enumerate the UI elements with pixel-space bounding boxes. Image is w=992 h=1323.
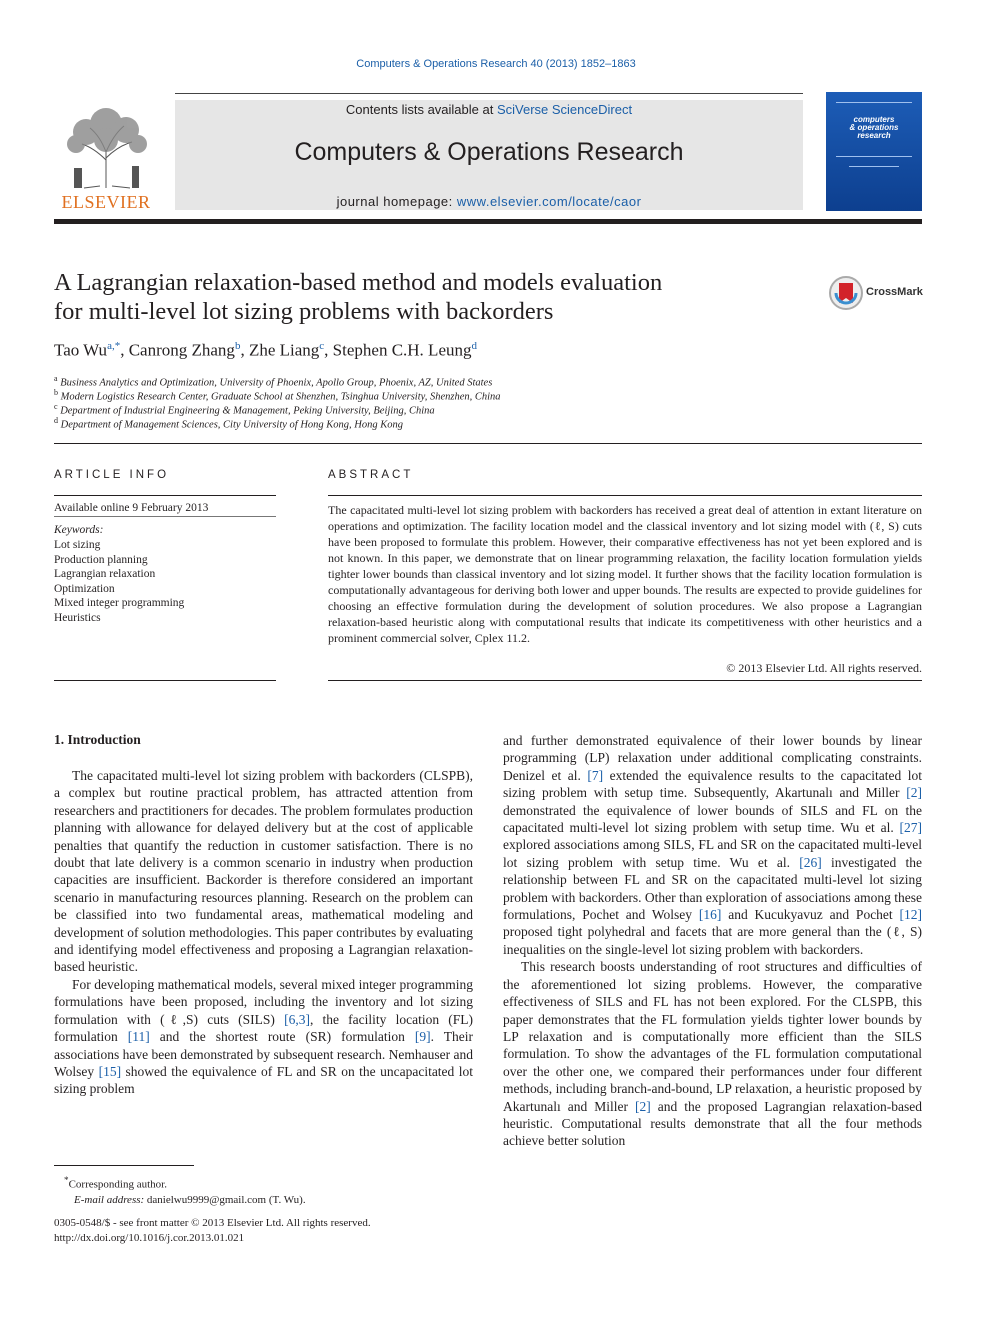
affil-text: Modern Logistics Research Center, Graduate School at Shenzhen, Tsinghua University, Shenzhen, China — [60, 391, 501, 403]
citation-link[interactable]: [15] — [98, 1063, 122, 1079]
crossmark-icon — [828, 275, 864, 311]
citation-link[interactable]: [6,3] — [284, 1011, 310, 1027]
journal-cover-image — [826, 92, 922, 211]
email-label: E-mail address: — [74, 1193, 145, 1206]
sciencedirect-link[interactable]: SciVerse ScienceDirect — [496, 102, 633, 117]
copyright-line: © 2013 Elsevier Ltd. All rights reserved. — [726, 661, 922, 675]
citation-link[interactable]: [16] — [698, 907, 722, 923]
header-thick-rule — [54, 219, 922, 224]
available-online: Available online 9 February 2013 — [54, 502, 209, 514]
article-info-rule — [54, 516, 276, 517]
cover-title-line: & operations — [849, 123, 899, 132]
crossmark-badge[interactable] — [828, 275, 928, 311]
author-affil-mark[interactable]: a,* — [107, 340, 121, 352]
homepage-prefix: journal homepage: — [336, 194, 457, 209]
cover-title-line: computers — [853, 115, 895, 124]
keyword: Optimization — [54, 582, 115, 595]
affil-mark: a — [54, 374, 58, 383]
left-column — [54, 767, 473, 1098]
bottom-notes — [54, 1216, 494, 1246]
citation-link[interactable]: [12] — [899, 907, 923, 923]
article-info-heading: ARTICLE INFO — [54, 469, 170, 481]
title-line-1: A Lagrangian relaxation-based method and models evaluation — [54, 269, 663, 296]
text-run: explored associations among SILS, FL and SR on the capacitated multi-level lot sizing problem with setup time. Wu et al. — [503, 837, 922, 870]
text-run: . Their associations have been demonstrated by subsequent research. Nemhauser and Wolsey — [54, 1029, 473, 1079]
footnote — [54, 1173, 474, 1208]
affil-text: Business Analytics and Optimization, University of Phoenix, Apollo Group, Phoenix, AZ, United States — [60, 377, 493, 389]
keyword: Mixed integer programming — [54, 597, 185, 609]
author-list — [54, 340, 814, 361]
affil-text: Department of Industrial Engineering & Management, Peking University, Beijing, China — [60, 405, 435, 417]
author-name: Zhe Liang — [248, 340, 320, 360]
cover-strip — [836, 102, 912, 103]
citation-link[interactable]: [9] — [414, 1029, 431, 1045]
text-run: demonstrated the equivalence of lower bounds of SILS and FL on the capacitated multi-level lot sizing problem with setup time. Wu et al. — [503, 802, 922, 836]
text-run: and the proposed Lagrangian relaxation-based heuristic. Computational results demonstrate that all the four methods achieve better solution — [503, 1098, 922, 1149]
corresponding-note: *Corresponding author. — [64, 1175, 167, 1191]
text-run: , the facility location (FL) formulation — [54, 1011, 473, 1045]
author-affil-mark[interactable]: c — [319, 340, 325, 352]
homepage-line — [175, 194, 803, 209]
author-separator: , — [120, 340, 129, 360]
corresponding-text: Corresponding author. — [68, 1178, 167, 1191]
paragraph: The capacitated multi-level lot sizing problem with backorders (CLSPB), a complex but routine practical problem, has attracted attention from researchers and practitioners for decades. The problem formulates production planning with allowance for delayed delivery but at the cost of applicable penalties that quantify the reduction in customer satisfaction. There is no doubt that late delivery is a common scenario in industry when production capacities are insufficient. Backorder is therefore considered an important scenario in manufacturing resources planning. Research on the problem can be classified into two fundamental areas, mathematical modeling and development of solution methodologies. This paper contributes by evaluating and identifying model effectiveness and proposing a Lagrangian relaxation-based heuristic. — [54, 768, 473, 975]
citation-link[interactable]: [27] — [899, 820, 922, 836]
section-heading-introduction: 1. Introduction — [54, 732, 141, 747]
affiliation-rule — [54, 443, 922, 444]
paragraph — [503, 958, 922, 1149]
keyword: Lot sizing — [54, 539, 101, 551]
contents-prefix: Contents lists available at — [345, 102, 497, 117]
keyword: Production planning — [54, 553, 148, 566]
abstract-heading: ABSTRACT — [328, 469, 414, 481]
article-info-rule — [54, 495, 276, 496]
email-note — [54, 1193, 474, 1208]
text-run: For developing mathematical models, several mixed integer programming formulations have been proposed, including the inventory and lot sizing formulation with (ℓ,S) cuts (SILS) — [54, 976, 473, 1027]
keyword: Lagrangian relaxation — [54, 568, 156, 580]
email-suffix: (T. Wu). — [266, 1193, 306, 1206]
affil-mark: d — [54, 416, 58, 425]
citation-link[interactable]: [11] — [127, 1029, 150, 1045]
author-affil-mark[interactable]: d — [471, 340, 477, 352]
journal-title: Computers & Operations Research — [294, 138, 684, 166]
citation-link[interactable]: [2] — [906, 785, 922, 801]
email-link[interactable]: danielwu9999@gmail.com — [146, 1193, 267, 1206]
cover-strip — [849, 166, 899, 167]
author-name: Canrong Zhang — [128, 340, 235, 360]
keyword: Heuristics — [54, 611, 101, 624]
author-name: Tao Wu — [54, 340, 108, 360]
affiliation — [54, 414, 754, 433]
right-column — [503, 732, 922, 1150]
author-separator: , — [324, 340, 333, 360]
cover-title-line: research — [857, 131, 891, 140]
affil-text: Department of Management Sciences, City University of Hong Kong, Hong Kong — [60, 419, 403, 431]
elsevier-wordmark: ELSEVIER — [61, 192, 151, 212]
abstract-rule — [328, 495, 922, 496]
journal-reference[interactable]: Computers & Operations Research 40 (2013) 1852–1863 — [356, 58, 636, 70]
doi-link[interactable]: http://dx.doi.org/10.1016/j.cor.2013.01.021 — [54, 1232, 245, 1244]
contents-line — [175, 102, 803, 117]
affil-mark: b — [54, 388, 58, 397]
title-line-2: for multi-level lot sizing problems with backorders — [54, 298, 554, 325]
keyword-list — [54, 538, 184, 625]
affil-mark: c — [54, 402, 58, 411]
author-name: Stephen C.H. Leung — [332, 340, 472, 360]
text-run: showed the equivalence of FL and SR on the uncapacitated lot sizing problem — [54, 1063, 473, 1097]
text-run: This research boosts understanding of root structures and difficulties of the aforementioned lot sizing problems. However, the comparative effectiveness of SILS and FL has not been explored. For the CLSPB, this paper demonstrates that the FL formulation yields tighter lower bounds by LP relaxation and is computationally more efficient than the SILS formulation. To show the advantages of the FL formulation computational over the other one, we compared their performances under four different methods, including branch-and-bound, LP relaxation, a heuristic proposed by Akartunalı and Miller — [503, 959, 922, 1114]
text-run: and further demonstrated equivalence of their lower bounds by linear programming (LP) relaxation under additional complicating constraints. Denizel et al. — [503, 733, 922, 783]
text-run: proposed tight polyhedral and facets that are more general than the (ℓ, S) inequalities on the single-level lot sizing problem with backorders. — [503, 924, 922, 957]
homepage-link[interactable]: www.elsevier.com/locate/caor — [456, 194, 642, 209]
citation-link[interactable]: [26] — [799, 854, 822, 870]
paper-title — [54, 268, 774, 326]
paragraph — [503, 732, 922, 958]
text-run: investigated the relationship between FL and SR on the capacitated multi-level lot sizing problem with backorders. Other than exploration of associations among these formulations, Pochet and Wolsey — [503, 854, 922, 923]
issn-line: 0305-0548/$ - see front matter © 2013 Elsevier Ltd. All rights reserved. — [54, 1217, 371, 1229]
paragraph — [54, 976, 473, 1098]
article-info-bottom-rule — [54, 680, 276, 681]
citation-link[interactable]: [7] — [587, 767, 604, 783]
cover-title — [826, 116, 922, 140]
footnote-rule — [54, 1165, 194, 1166]
cover-strip — [836, 156, 912, 157]
abstract-text: The capacitated multi-level lot sizing problem with backorders has received a great deal of attention in extant literature on operations and optimization. The facility location model and the classical inventory and lot sizing model with (ℓ, S) cuts have been proposed to formulate this problem. However, their comparative effectiveness has not yet been explored and is not known. In this paper, we demonstrate that on linear programming relaxation, the facility location formulation yields tighter lower bounds than classical inventory and lot sizing model. It further shows that the facility location formulation is computationally advantageous for deriving both lower and upper bounds. The results are expected to provide guidelines for choosing an effective formulation during the development of solution procedures. We also propose a Lagrangian relaxation-based heuristic along with computational results that indicate its competitiveness with other heuristics and a prominent commercial solver, Cplex 11.2. — [328, 503, 922, 645]
text-run: extended the equivalence results to the capacitated lot sizing problem with setup time. Subsequently, Akartunalı and Miller — [503, 767, 922, 801]
keywords-label: Keywords: — [54, 524, 104, 536]
abstract-bottom-rule — [328, 680, 922, 681]
header-top-rule — [175, 93, 803, 94]
author-affil-mark[interactable]: b — [234, 340, 241, 352]
citation-link[interactable]: [2] — [635, 1098, 651, 1114]
crossmark-label: CrossMark — [866, 286, 923, 298]
author-separator: , — [240, 340, 249, 360]
text-run: and the shortest route (SR) formulation — [149, 1029, 415, 1045]
text-run: and Kucukyavuz and Pochet — [721, 907, 900, 923]
